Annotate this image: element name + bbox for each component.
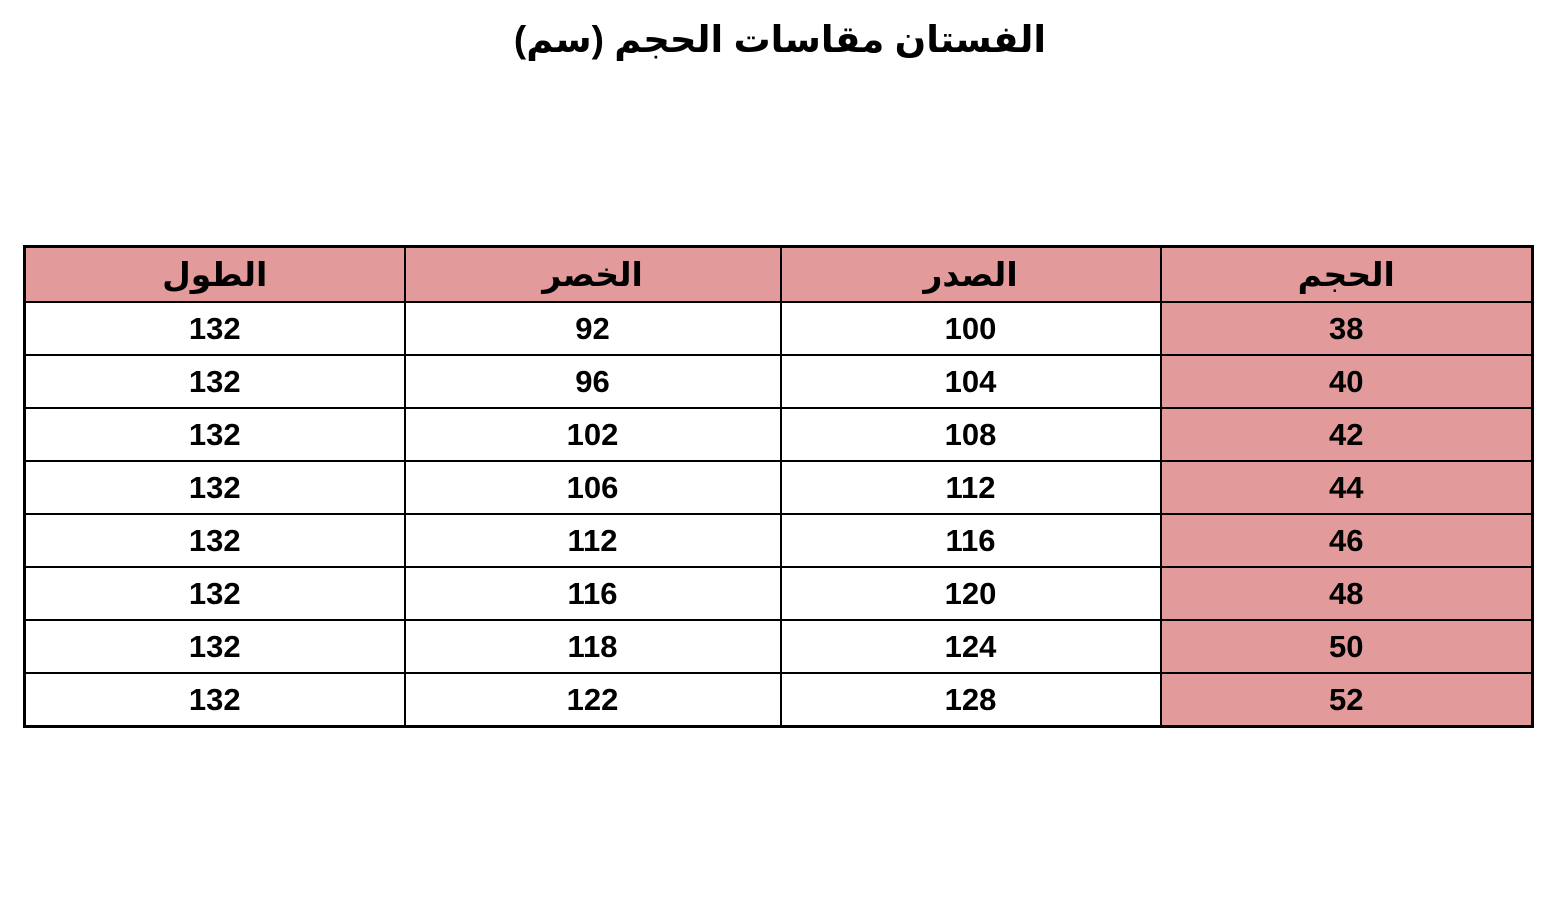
cell-chest: 124: [781, 620, 1161, 673]
cell-chest: 100: [781, 302, 1161, 355]
cell-waist: 122: [405, 673, 781, 727]
cell-chest: 112: [781, 461, 1161, 514]
column-header-length: الطول: [25, 247, 405, 303]
cell-length: 132: [25, 673, 405, 727]
column-header-chest: الصدر: [781, 247, 1161, 303]
table-row: [25, 514, 1533, 567]
cell-waist: 106: [405, 461, 781, 514]
cell-waist: 92: [405, 302, 781, 355]
cell-length: 132: [25, 302, 405, 355]
cell-length: 132: [25, 620, 405, 673]
table-header-row: [25, 247, 1533, 303]
cell-size: 38: [1161, 302, 1533, 355]
cell-size: 48: [1161, 567, 1533, 620]
cell-chest: 104: [781, 355, 1161, 408]
table-row: [25, 567, 1533, 620]
cell-length: 132: [25, 514, 405, 567]
cell-size: 40: [1161, 355, 1533, 408]
cell-size: 46: [1161, 514, 1533, 567]
table-row: [25, 408, 1533, 461]
cell-length: 132: [25, 355, 405, 408]
cell-size: 52: [1161, 673, 1533, 727]
table-row: [25, 355, 1533, 408]
table-row: [25, 461, 1533, 514]
cell-size: 42: [1161, 408, 1533, 461]
cell-waist: 118: [405, 620, 781, 673]
cell-waist: 116: [405, 567, 781, 620]
cell-chest: 120: [781, 567, 1161, 620]
table-row: [25, 620, 1533, 673]
cell-chest: 108: [781, 408, 1161, 461]
cell-size: 50: [1161, 620, 1533, 673]
cell-waist: 102: [405, 408, 781, 461]
cell-length: 132: [25, 567, 405, 620]
cell-size: 44: [1161, 461, 1533, 514]
cell-waist: 112: [405, 514, 781, 567]
table-row: [25, 673, 1533, 727]
table-body: [25, 302, 1533, 727]
size-chart-container: [26, 245, 1534, 728]
column-header-size: الحجم: [1161, 247, 1533, 303]
column-header-waist: الخصر: [405, 247, 781, 303]
size-chart-table: [23, 245, 1534, 728]
cell-chest: 116: [781, 514, 1161, 567]
cell-length: 132: [25, 461, 405, 514]
page-title: الفستان مقاسات الحجم (سم): [513, 19, 1047, 60]
cell-length: 132: [25, 408, 405, 461]
table-row: [25, 302, 1533, 355]
cell-chest: 128: [781, 673, 1161, 727]
table-header: [25, 247, 1533, 303]
cell-waist: 96: [405, 355, 781, 408]
